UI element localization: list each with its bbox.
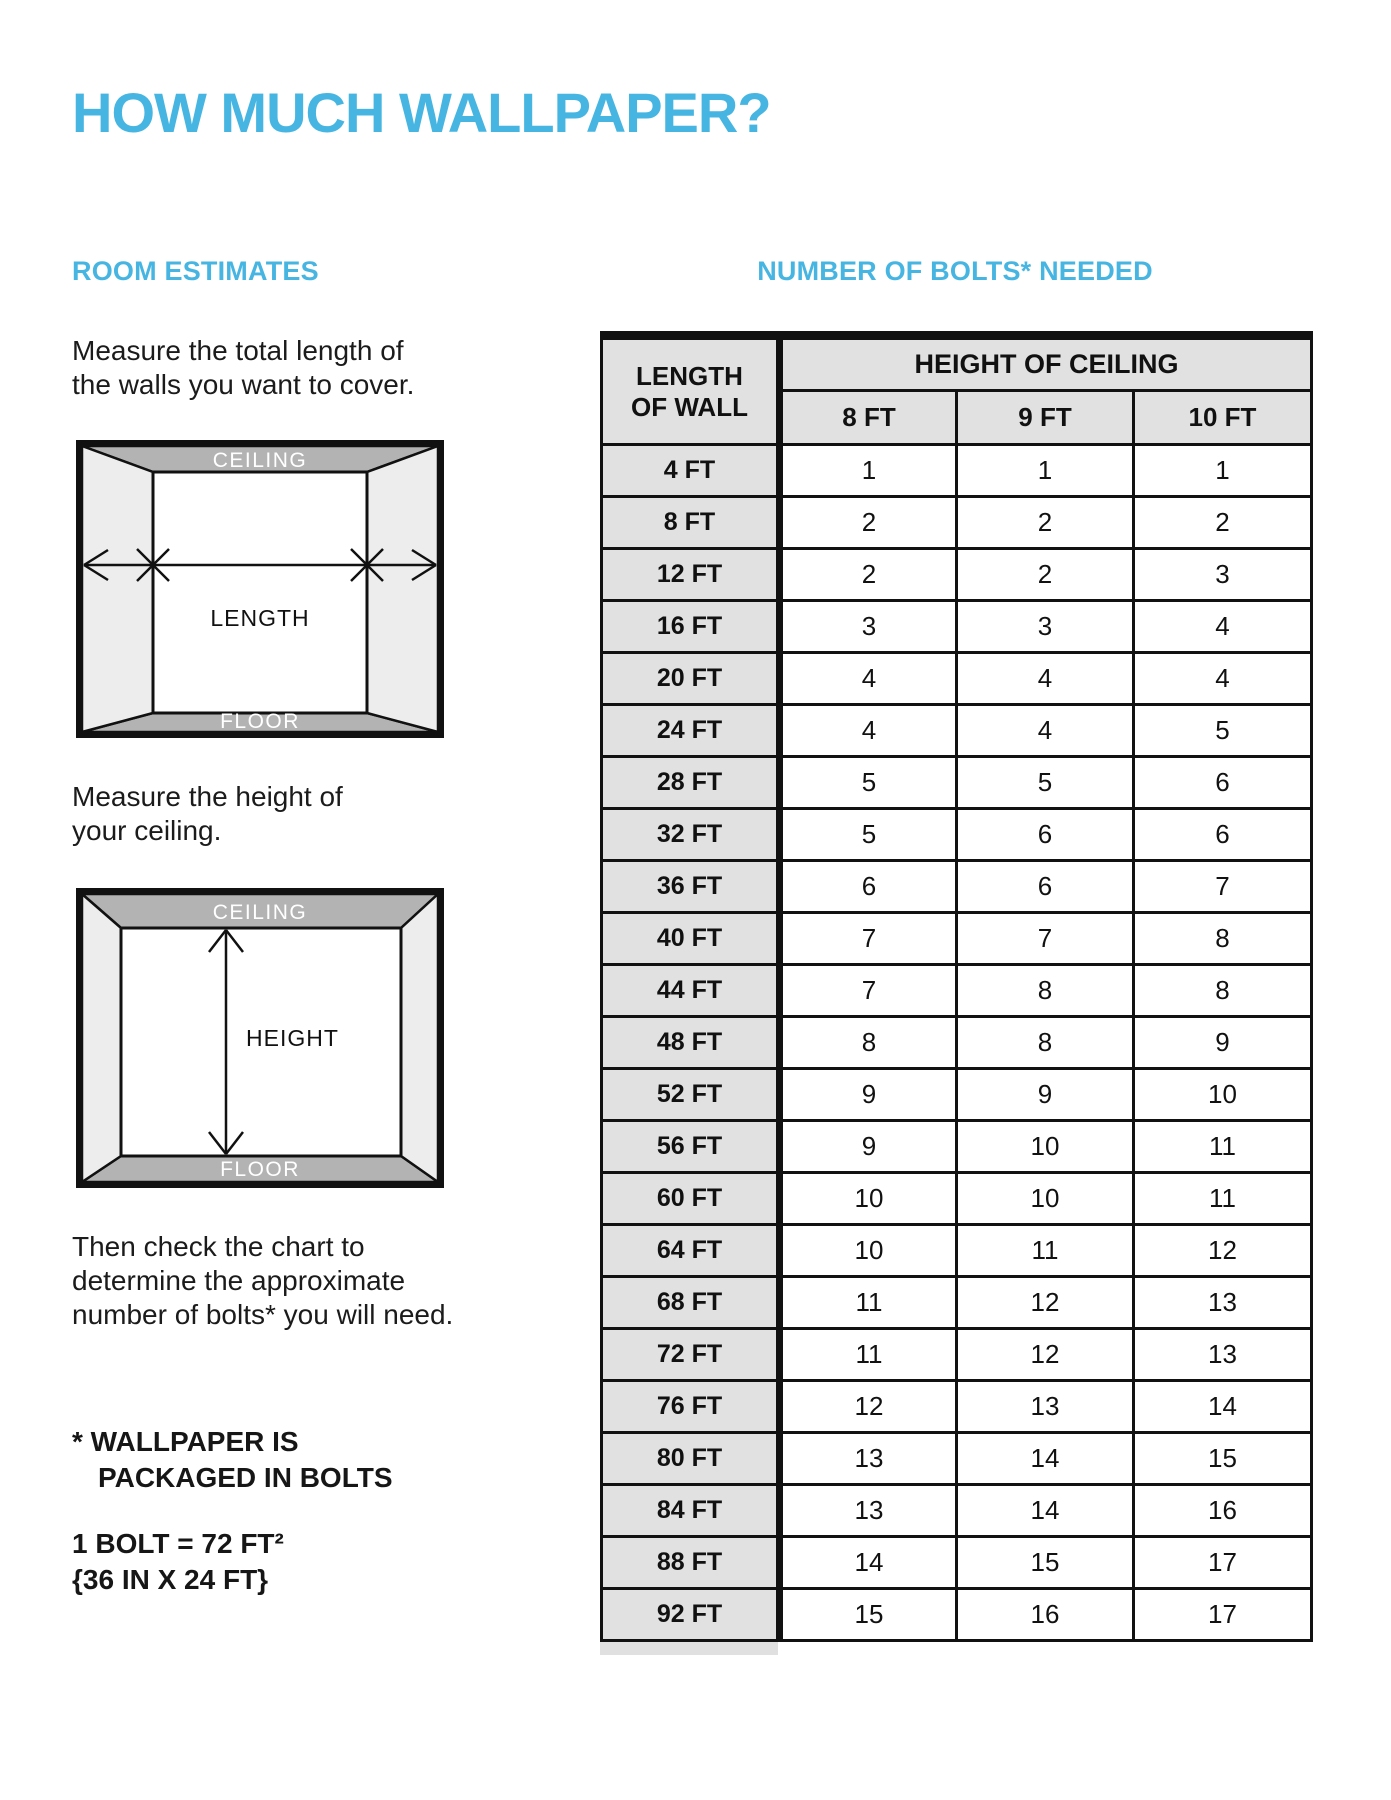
ceiling-label: CEILING [212, 901, 308, 924]
row-label: 56 FT [602, 1121, 780, 1173]
bolt-count-cell: 16 [1134, 1485, 1312, 1537]
right-wall-panel [401, 894, 438, 1182]
table-row [602, 1589, 1312, 1641]
instruction-line: the walls you want to cover. [72, 369, 415, 400]
floor-label: FLOOR [220, 1158, 300, 1181]
bolt-count-cell: 9 [1134, 1017, 1312, 1069]
bolt-count-cell: 1 [1134, 445, 1312, 497]
bolt-count-cell: 14 [957, 1485, 1134, 1537]
bolt-count-cell: 12 [957, 1277, 1134, 1329]
instruction-line: determine the approximate [72, 1265, 406, 1296]
row-label: 40 FT [602, 913, 780, 965]
bolt-count-cell: 3 [1134, 549, 1312, 601]
instruction-measure-length [72, 334, 414, 402]
row-label: 20 FT [602, 653, 780, 705]
bolt-count-cell: 2 [957, 549, 1134, 601]
row-label: 12 FT [602, 549, 780, 601]
row-label: 28 FT [602, 757, 780, 809]
instruction-line: number of bolts* you will need. [72, 1299, 454, 1330]
bolt-size-line: 1 BOLT = 72 FT² [72, 1528, 284, 1559]
row-label: 80 FT [602, 1433, 780, 1485]
right-wall-panel [367, 446, 438, 732]
bolt-count-cell: 15 [1134, 1433, 1312, 1485]
table-row [602, 809, 1312, 861]
bolt-count-cell: 7 [1134, 861, 1312, 913]
bolt-count-cell: 17 [1134, 1537, 1312, 1589]
table-row [602, 1069, 1312, 1121]
bolt-count-cell: 11 [780, 1329, 957, 1381]
column-header-height-of-ceiling: HEIGHT OF CEILING [780, 336, 1312, 391]
bolt-count-cell: 7 [780, 965, 957, 1017]
floor-label: FLOOR [220, 710, 300, 733]
bolt-count-cell: 3 [957, 601, 1134, 653]
bolts-table-body [602, 445, 1312, 1641]
table-row [602, 1537, 1312, 1589]
bolt-count-cell: 6 [1134, 809, 1312, 861]
bolt-count-cell: 8 [957, 965, 1134, 1017]
row-label: 4 FT [602, 445, 780, 497]
table-row [602, 1381, 1312, 1433]
table-row [602, 1485, 1312, 1537]
bolt-count-cell: 9 [957, 1069, 1134, 1121]
instruction-line: Measure the height of [72, 781, 343, 812]
bolt-count-cell: 14 [1134, 1381, 1312, 1433]
row-label: 68 FT [602, 1277, 780, 1329]
instruction-line: Then check the chart to [72, 1231, 365, 1262]
row-label: 88 FT [602, 1537, 780, 1589]
bolt-count-cell: 4 [957, 705, 1134, 757]
label-column-tail [600, 1642, 778, 1655]
bolt-count-cell: 13 [1134, 1329, 1312, 1381]
bolt-count-cell: 10 [1134, 1069, 1312, 1121]
bolt-count-cell: 6 [957, 809, 1134, 861]
bolt-count-cell: 13 [780, 1485, 957, 1537]
bolts-footnote [72, 1424, 393, 1496]
section-heading-room-estimates: ROOM ESTIMATES [72, 256, 319, 286]
bolt-count-cell: 16 [957, 1589, 1134, 1641]
row-label: 24 FT [602, 705, 780, 757]
footnote-line: PACKAGED IN BOLTS [98, 1462, 393, 1493]
bolt-count-cell: 2 [780, 497, 957, 549]
table-row [602, 1017, 1312, 1069]
row-label: 72 FT [602, 1329, 780, 1381]
bolt-count-cell: 5 [1134, 705, 1312, 757]
bolt-count-cell: 3 [780, 601, 957, 653]
room-height-diagram [76, 888, 444, 1188]
table-row [602, 913, 1312, 965]
row-label: 76 FT [602, 1381, 780, 1433]
bolt-count-cell: 5 [780, 809, 957, 861]
bolt-count-cell: 2 [957, 497, 1134, 549]
room-length-diagram [76, 440, 444, 738]
left-wall-panel [82, 446, 153, 732]
row-label: 92 FT [602, 1589, 780, 1641]
bolt-count-cell: 8 [1134, 913, 1312, 965]
column-header-line: LENGTH [636, 360, 743, 391]
instruction-line: your ceiling. [72, 815, 222, 846]
table-row [602, 653, 1312, 705]
bolt-count-cell: 13 [780, 1433, 957, 1485]
row-label: 52 FT [602, 1069, 780, 1121]
bolt-count-cell: 7 [957, 913, 1134, 965]
bolt-count-cell: 10 [780, 1173, 957, 1225]
table-row [602, 1329, 1312, 1381]
bolt-count-cell: 8 [780, 1017, 957, 1069]
bolt-count-cell: 8 [957, 1017, 1134, 1069]
bolt-count-cell: 9 [780, 1069, 957, 1121]
bolt-count-cell: 6 [780, 861, 957, 913]
bolt-count-cell: 4 [1134, 653, 1312, 705]
bolt-count-cell: 13 [957, 1381, 1134, 1433]
table-row [602, 549, 1312, 601]
row-label: 60 FT [602, 1173, 780, 1225]
bolts-table-container [600, 331, 1310, 1655]
bolt-size-info [72, 1526, 284, 1598]
bolt-count-cell: 11 [780, 1277, 957, 1329]
bolt-count-cell: 10 [957, 1121, 1134, 1173]
table-row [602, 861, 1312, 913]
bolt-count-cell: 11 [1134, 1173, 1312, 1225]
bolt-count-cell: 15 [780, 1589, 957, 1641]
bolt-count-cell: 4 [957, 653, 1134, 705]
row-label: 64 FT [602, 1225, 780, 1277]
left-wall-panel [82, 894, 121, 1182]
instruction-measure-height [72, 780, 343, 848]
table-header-row [602, 336, 1312, 391]
bolt-count-cell: 4 [780, 653, 957, 705]
bolt-count-cell: 10 [780, 1225, 957, 1277]
bolt-count-cell: 9 [780, 1121, 957, 1173]
table-row [602, 1173, 1312, 1225]
column-header-10ft: 10 FT [1134, 391, 1312, 445]
table-row [602, 757, 1312, 809]
bolt-count-cell: 2 [780, 549, 957, 601]
bolt-count-cell: 11 [1134, 1121, 1312, 1173]
bolt-count-cell: 15 [957, 1537, 1134, 1589]
column-header-8ft: 8 FT [780, 391, 957, 445]
bolt-count-cell: 4 [1134, 601, 1312, 653]
table-row [602, 601, 1312, 653]
table-row [602, 445, 1312, 497]
bolt-count-cell: 13 [1134, 1277, 1312, 1329]
bolt-count-cell: 1 [780, 445, 957, 497]
column-header-length-of-wall [602, 336, 780, 445]
bolt-count-cell: 10 [957, 1173, 1134, 1225]
bolt-count-cell: 8 [1134, 965, 1312, 1017]
row-label: 44 FT [602, 965, 780, 1017]
bolt-count-cell: 7 [780, 913, 957, 965]
section-heading-bolts-needed: NUMBER OF BOLTS* NEEDED [757, 256, 1153, 286]
table-row [602, 705, 1312, 757]
bolt-count-cell: 12 [1134, 1225, 1312, 1277]
column-header-line: OF WALL [631, 391, 748, 422]
bolt-count-cell: 5 [780, 757, 957, 809]
table-row [602, 1433, 1312, 1485]
bolt-count-cell: 6 [957, 861, 1134, 913]
bolt-count-cell: 4 [780, 705, 957, 757]
instruction-check-chart [72, 1230, 453, 1332]
table-row [602, 1225, 1312, 1277]
length-label: LENGTH [210, 605, 310, 631]
bolt-count-cell: 14 [780, 1537, 957, 1589]
row-label: 16 FT [602, 601, 780, 653]
bolt-count-cell: 2 [1134, 497, 1312, 549]
row-label: 36 FT [602, 861, 780, 913]
bolt-size-line: {36 IN X 24 FT} [72, 1564, 269, 1595]
bolts-table [600, 331, 1313, 1642]
footnote-line: * WALLPAPER IS [72, 1426, 299, 1457]
instruction-line: Measure the total length of [72, 335, 404, 366]
bolt-count-cell: 17 [1134, 1589, 1312, 1641]
table-row [602, 965, 1312, 1017]
page-title: HOW MUCH WALLPAPER? [72, 81, 771, 144]
bolt-count-cell: 6 [1134, 757, 1312, 809]
bolt-count-cell: 14 [957, 1433, 1134, 1485]
bolt-count-cell: 12 [957, 1329, 1134, 1381]
bolt-count-cell: 12 [780, 1381, 957, 1433]
table-row [602, 497, 1312, 549]
height-label: HEIGHT [246, 1025, 339, 1051]
table-row [602, 1277, 1312, 1329]
bolt-count-cell: 5 [957, 757, 1134, 809]
row-label: 48 FT [602, 1017, 780, 1069]
bolt-count-cell: 11 [957, 1225, 1134, 1277]
column-header-9ft: 9 FT [957, 391, 1134, 445]
table-row [602, 1121, 1312, 1173]
ceiling-label: CEILING [212, 449, 308, 472]
back-wall-panel [153, 472, 367, 713]
bolt-count-cell: 1 [957, 445, 1134, 497]
row-label: 84 FT [602, 1485, 780, 1537]
row-label: 32 FT [602, 809, 780, 861]
row-label: 8 FT [602, 497, 780, 549]
